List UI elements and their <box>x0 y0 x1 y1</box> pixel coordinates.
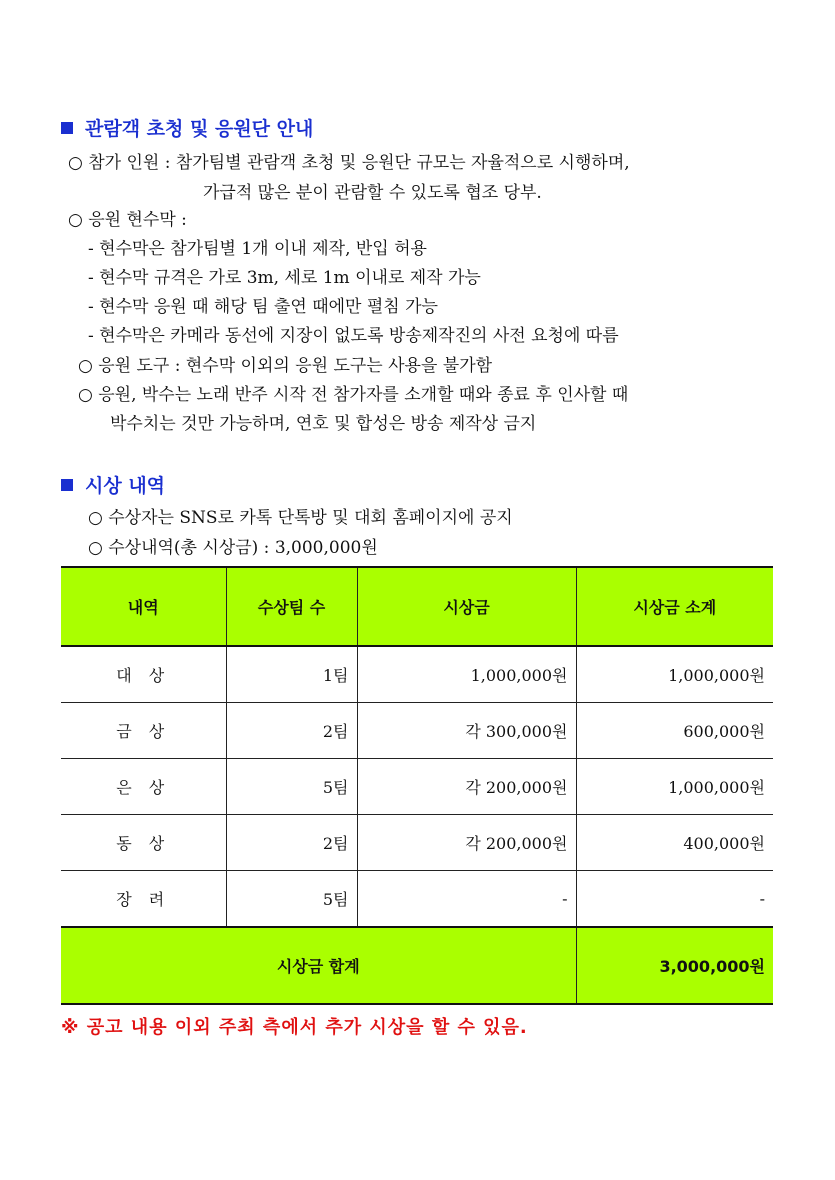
award-name-cell: 동 상 <box>61 815 226 871</box>
square-bullet-icon <box>61 479 73 491</box>
square-bullet-icon <box>61 122 73 134</box>
prize-cell: 각 300,000원 <box>357 703 576 759</box>
award-name-cell: 은 상 <box>61 759 226 815</box>
table-header-row <box>61 567 773 646</box>
text-line: ○ 응원, 박수는 노래 반주 시작 전 참가자를 소개할 때와 종료 후 인사할 때 <box>78 385 629 405</box>
table-total-row <box>61 927 773 1004</box>
column-header: 내역 <box>61 567 226 646</box>
text-line: - 현수막 규격은 가로 3m, 세로 1m 이내로 제작 가능 <box>88 268 481 288</box>
award-name-cell: 금 상 <box>61 703 226 759</box>
subtotal-cell: 1,000,000원 <box>576 759 773 815</box>
text-line: - 현수막은 참가팀별 1개 이내 제작, 반입 허용 <box>88 239 427 259</box>
prize-cell: 각 200,000원 <box>357 815 576 871</box>
teams-cell: 2팀 <box>226 815 357 871</box>
text-line: ○ 응원 도구 : 현수막 이외의 응원 도구는 사용을 불가함 <box>78 356 493 376</box>
section-heading-audience <box>61 117 313 141</box>
column-header: 시상금 소계 <box>576 567 773 646</box>
text-line: - 현수막은 카메라 동선에 지장이 없도록 방송제작진의 사전 요청에 따름 <box>88 326 619 346</box>
section-heading-awards <box>61 474 165 498</box>
award-table <box>61 566 773 1005</box>
total-label-cell: 시상금 합계 <box>61 927 576 1004</box>
text-line: 박수치는 것만 가능하며, 연호 및 합성은 방송 제작상 금지 <box>110 414 537 434</box>
prize-cell: - <box>357 871 576 928</box>
section-title: 시상 내역 <box>85 475 166 497</box>
additional-award-notice: ※ 공고 내용 이외 주최 측에서 추가 시상을 할 수 있음. <box>61 1017 528 1038</box>
total-value-cell: 3,000,000원 <box>576 927 773 1004</box>
text-line: ○ 수상자는 SNS로 카톡 단톡방 및 대회 홈페이지에 공지 <box>88 508 513 528</box>
text-line: 가급적 많은 분이 관람할 수 있도록 협조 당부. <box>203 183 542 203</box>
text-line: ○ 참가 인원 : 참가팀별 관람객 초청 및 응원단 규모는 자율적으로 시행하며, <box>68 153 630 173</box>
prize-cell: 1,000,000원 <box>357 646 576 703</box>
teams-cell: 5팀 <box>226 871 357 928</box>
column-header: 시상금 <box>357 567 576 646</box>
table-row <box>61 815 773 871</box>
subtotal-cell: 1,000,000원 <box>576 646 773 703</box>
text-line: ○ 수상내역(총 시상금) : 3,000,000원 <box>88 538 378 558</box>
prize-cell: 각 200,000원 <box>357 759 576 815</box>
table-row <box>61 703 773 759</box>
table-row <box>61 759 773 815</box>
table-row <box>61 646 773 703</box>
award-name-cell: 대 상 <box>61 646 226 703</box>
section-title: 관람객 초청 및 응원단 안내 <box>85 118 314 140</box>
text-line: - 현수막 응원 때 해당 팀 출연 때에만 펼침 가능 <box>88 297 438 317</box>
text-line: ○ 응원 현수막 : <box>68 210 187 230</box>
subtotal-cell: - <box>576 871 773 928</box>
subtotal-cell: 600,000원 <box>576 703 773 759</box>
column-header: 수상팀 수 <box>226 567 357 646</box>
subtotal-cell: 400,000원 <box>576 815 773 871</box>
teams-cell: 1팀 <box>226 646 357 703</box>
award-name-cell: 장 려 <box>61 871 226 928</box>
table-row <box>61 871 773 928</box>
teams-cell: 2팀 <box>226 703 357 759</box>
teams-cell: 5팀 <box>226 759 357 815</box>
